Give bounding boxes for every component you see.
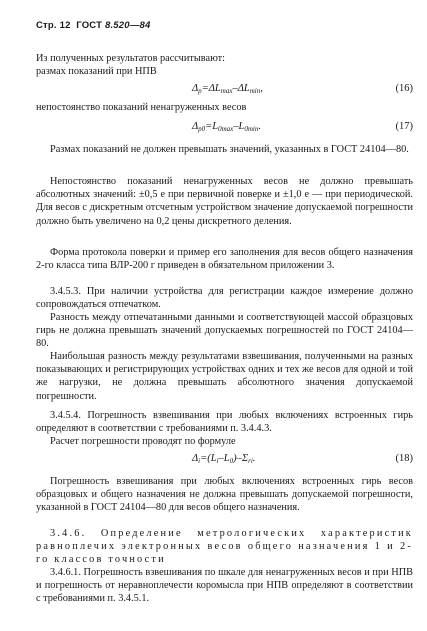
paragraph-builtin-weights-error: Погрешность взвешивания при любых включениях встроенных гирь весов образцовых и общего назначения не должна превышать допускаемой погрешности, указанной в ГОСТ 24104—80 для весов общего назначения.	[36, 476, 413, 514]
paragraph-intro	[36, 52, 413, 78]
paragraph-protocol-form: Форма протокола поверки и пример его заполнения для весов общего назначения 2-го класса типа ВЛР-200 г приведен в обязательном приложении 3.	[36, 247, 413, 272]
formula-18-expression: $\Delta_i=(L_i-L_0)-\Sigma_{ri}$.	[192, 453, 256, 465]
page-header	[36, 20, 150, 31]
formula-17	[36, 120, 413, 134]
paragraph-range-limit: Размах показаний не должен превышать значений, указанных в ГОСТ 24104—80.	[50, 144, 409, 155]
paragraph-calculation: Расчет погрешности проводят по формуле	[50, 436, 236, 447]
paragraph-print-difference: Разность между отпечатанными данными и соответствующей массой образцовых гирь не должна превышать значений допускаемых погрешностей по ГОСТ 24104—80.	[36, 312, 413, 350]
formula-18	[36, 452, 413, 466]
formula-18-number: (18)	[395, 453, 413, 464]
formula-17-number: (17)	[395, 121, 413, 132]
paragraph-3-4-6-1: 3.4.6.1. Погрешность взвешивания по шкале для ненагруженных весов и при НПВ и погрешность от неравноплечести коромысла при НПВ определяют в соответствии с требованиями п. 3.4.5.1.	[36, 567, 413, 605]
paragraph-nonconstancy: непостоянство показаний ненагруженных весов	[36, 102, 247, 113]
paragraph-3-4-5-3: 3.4.5.3. При наличии устройства для регистрации каждое измерение должно сопровождаться отпечатком.	[36, 286, 413, 311]
formula-16-number: (16)	[395, 83, 413, 94]
paragraph-3-4-5-4: 3.4.5.4. Погрешность взвешивания при любых включениях встроенных гирь определяют в соответствии с требованиями п. 3.4.4.3.	[36, 410, 413, 435]
gost-number: 8.520—84	[104, 20, 151, 31]
page-number: Стр. 12	[36, 20, 71, 31]
range-label: размах показаний при НПВ	[36, 66, 157, 78]
paragraph-max-difference: Наибольшая разность между результатами взвешивания, полученными на разных показывающих и регистрирующих устройствах одних и тех же весов для одной и той же нагрузки, не должна превышать абсолютного значения допускаемой погрешности.	[36, 351, 413, 402]
paragraph-nonconstancy-limit: Непостоянство показаний ненагруженных весов не должно превышать абсолютных значений: ±0,5 е при первичной поверке и ±1,0 е — при периодической. Для весов с дискретным отсчетным устройством значение допускаемой погрешности должно быть увеличено на 0,2 цены дискретного деления.	[36, 176, 413, 227]
formula-16	[36, 82, 413, 96]
formula-17-expression: $\Delta_{р0}=L_{0max}-L_{0min}$.	[192, 121, 261, 133]
gost-label: ГОСТ	[76, 20, 103, 31]
formula-16-expression: $\Delta_р=\Delta L_{max}-\Delta L_{min}$,	[192, 83, 263, 95]
section-3-4-6-heading: 3.4.6. Определение метрологических характеристик равноплечих электронных весов общего назначения 1 и 2-го классов точности	[36, 528, 413, 566]
intro-line: Из полученных результатов рассчитывают:	[36, 53, 225, 64]
